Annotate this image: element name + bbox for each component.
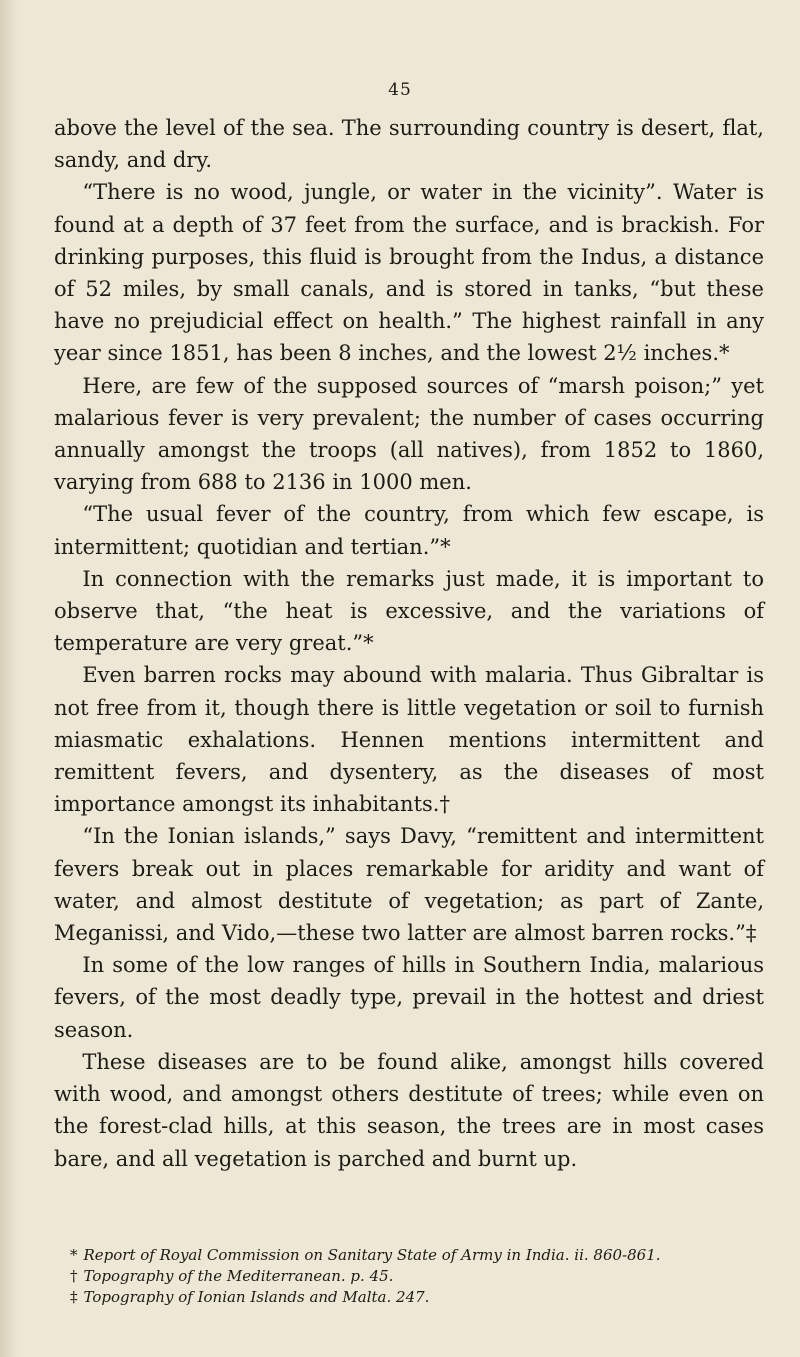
footnote: [70, 1266, 770, 1287]
paragraph-heat: In connection with the remarks just made, it is important to observe that, “the heat is excessive, and the variations of temperature are very great.”*: [54, 566, 764, 656]
footnote-mark: *: [70, 1246, 78, 1264]
footnote: [70, 1245, 770, 1266]
paragraph-usual-fever: “The usual fever of the country, from which few escape, is intermittent; quotidian and tertian.”*: [54, 502, 764, 559]
footnote-text: Topography of Ionian Islands and Malta. 247.: [83, 1288, 430, 1306]
paragraph-continuation: above the level of the sea. The surrounding country is desert, flat, sandy, and dry.: [54, 116, 764, 173]
paragraph-water-supply: “There is no wood, jungle, or water in the vicinity”. Water is found at a depth of 37 feet from the surface, and is brackish. For drinking purposes, this fluid is brought from the Indus, a distance of 52 miles, by small canals, and is stored in tanks, “but these have no prejudicial effect on health.” The highest rainfall in any year since 1851, has been 8 inches, and the lowest 2½ inches.*: [54, 180, 764, 366]
footnotes: [70, 1245, 770, 1308]
footnote: [70, 1287, 770, 1308]
paragraph-gibraltar: Even barren rocks may abound with malaria. Thus Gibraltar is not free from it, though there is little vegetation or soil to furnish miasmatic exhalations. Hennen mentions intermittent and remittent fevers, and dysentery, as the diseases of most importance amongst its inhabitants.†: [54, 663, 764, 817]
paragraph-marsh-poison: Here, are few of the supposed sources of “marsh poison;” yet malarious fever is very prevalent; the number of cases occurring annually amongst the troops (all natives), from 1852 to 1860, varying from 688 to 2136 in 1000 men.: [54, 373, 764, 495]
paragraph-ionian-islands: “In the Ionian islands,” says Davy, “remittent and intermittent fevers break out in places remarkable for aridity and want of water, and almost destitute of vegetation; as part of Zante, Meganissi, and Vido,—these two latter are almost barren rocks.”‡: [54, 824, 764, 946]
book-binding-edge: [0, 0, 18, 1357]
footnote-mark: ‡: [70, 1288, 78, 1306]
paragraph-hills: These diseases are to be found alike, amongst hills covered with wood, and amongst others destitute of trees; while even on the forest-clad hills, at this season, the trees are in most cases bare, and all vegetation is parched and burnt up.: [54, 1049, 764, 1171]
body-text: [54, 112, 764, 1175]
page-number: 45: [388, 80, 412, 100]
footnote-text: Report of Royal Commission on Sanitary State of Army in India. ii. 860-861.: [83, 1246, 661, 1264]
paragraph-southern-india: In some of the low ranges of hills in Southern India, malarious fevers, of the most deadly type, prevail in the hottest and driest season.: [54, 953, 764, 1042]
footnote-text: Topography of the Mediterranean. p. 45.: [83, 1267, 394, 1285]
footnote-mark: †: [70, 1267, 78, 1285]
